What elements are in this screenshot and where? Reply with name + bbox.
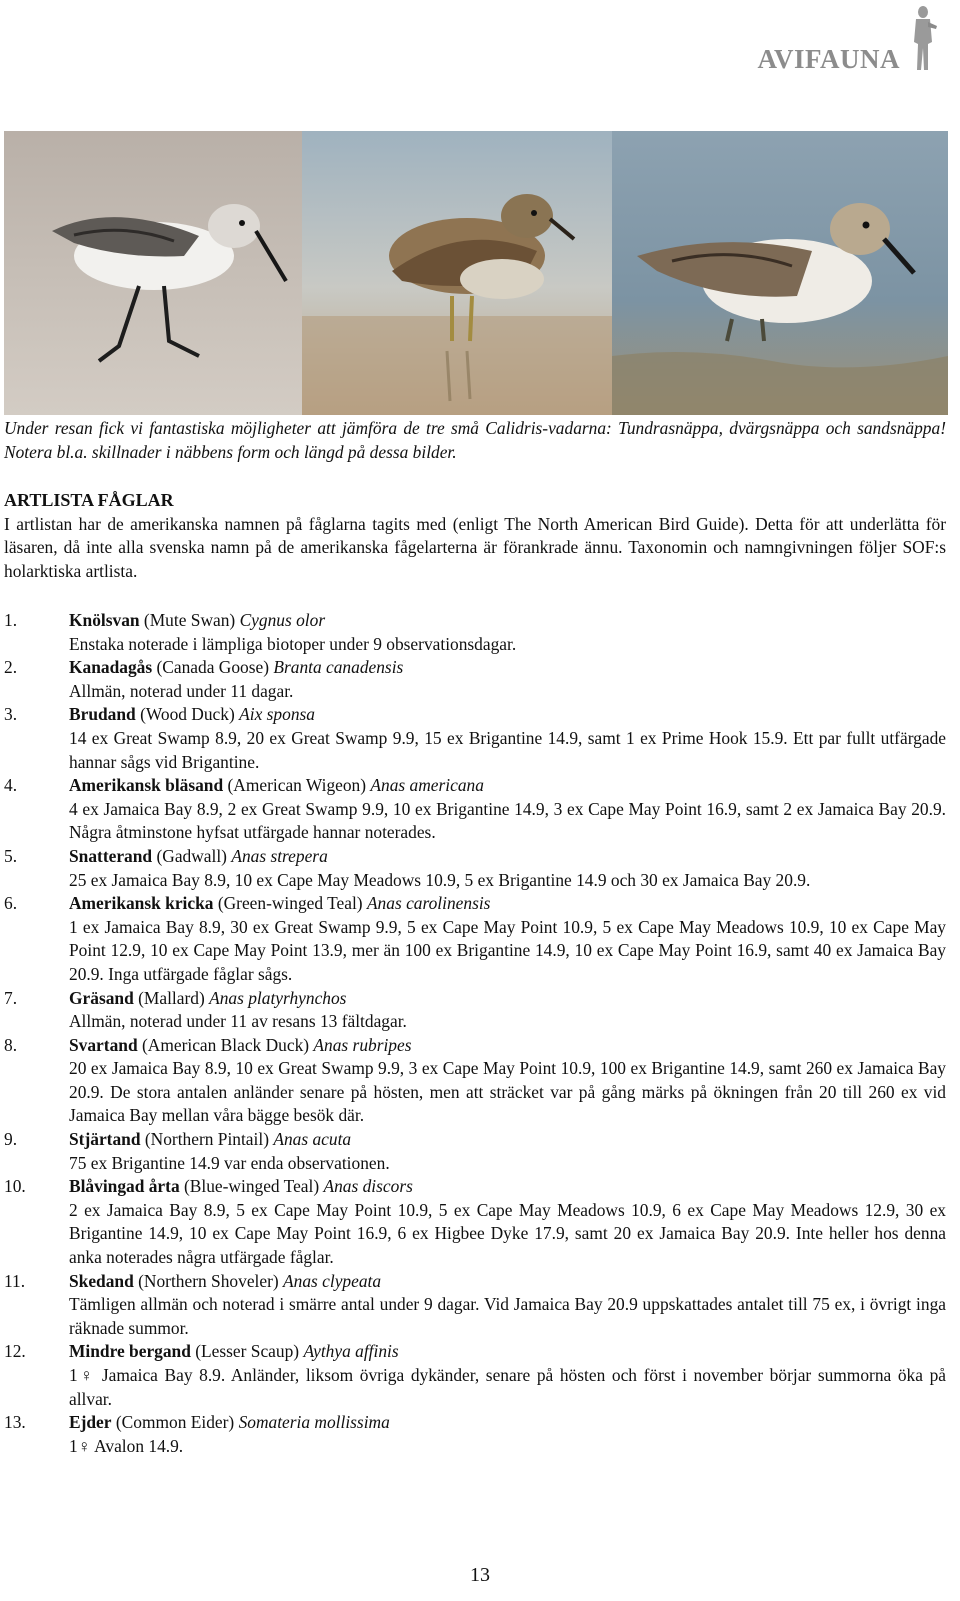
species-entry [4,892,946,986]
species-heading [69,1270,946,1294]
species-entry [4,1175,946,1269]
english-name: (Common Eider) [115,1412,235,1433]
species-heading [69,892,946,916]
english-name: (Green-winged Teal) [217,893,363,914]
species-entry [4,1270,946,1341]
observation-text: 1♀ Jamaica Bay 8.9. Anländer, liksom övriga dykänder, senare på hösten och först i november börjar summorna öka på allvar. [69,1365,946,1409]
scientific-name: Anas acuta [273,1129,352,1150]
english-name: (Canada Goose) [156,657,269,678]
species-heading [69,1411,946,1435]
observation-text: Enstaka noterade i lämpliga biotoper under 9 observationsdagar. [69,633,517,654]
swedish-name: Knölsvan [69,610,140,630]
species-number: 11. [4,1270,26,1291]
species-body [69,1411,946,1458]
observation-text: 1 ex Jamaica Bay 8.9, 30 ex Great Swamp 9.9, 5 ex Cape May Point 10.9, 5 ex Cape May Meadows 10.9, 10 ex Cape May Point 12.9, 10 ex Cape May Point 13.9, mer än 100 ex Brigantine 14.9, 10 ex Cape May Point 16.9, samt 40 ex Jamaica Bay 20.9. Inga utfärgade fåglar sågs. [69,916,946,984]
species-list [4,609,946,1458]
species-entry [4,1034,946,1128]
scientific-name: Anas discors [323,1176,413,1197]
english-name: (Mute Swan) [143,610,236,630]
observation-text: Tämligen allmän och noterad i smärre antal under 9 dagar. Vid Jamaica Bay 20.9 uppskattades antalet till 75 ex, i övrigt inga räknade summor. [69,1294,946,1338]
species-number: 4. [4,775,18,796]
species-body [69,987,946,1034]
swedish-name: Stjärtand [69,1129,141,1150]
observation-text: Allmän, noterad under 11 av resans 13 fältdagar. [69,1011,407,1032]
species-number: 9. [4,1129,18,1150]
scientific-name: Anas platyrhynchos [209,987,347,1008]
swedish-name: Blåvingad årta [69,1176,180,1197]
scientific-name: Aythya affinis [303,1341,399,1362]
scientific-name: Branta canadensis [273,657,404,678]
species-heading [69,703,946,727]
page-number: 13 [470,1564,490,1586]
section-intro: I artlistan har de amerikanska namnen på fåglarna tagits med (enligt The North American Bird Guide). Detta för att underlätta för läsaren, då inte alla svenska namn på de amerikanska fågelarterna är förankrade ännu. Taxonomin och namngivningen följer SOF:s holarktiska artlista. [4,513,946,581]
english-name: (Blue-winged Teal) [184,1176,320,1197]
species-number: 12. [4,1341,26,1362]
scientific-name: Cygnus olor [239,610,326,630]
species-entry [4,774,946,845]
species-entry [4,1128,946,1175]
species-body [69,656,946,703]
species-body [69,1340,946,1411]
english-name: (American Wigeon) [227,775,367,796]
english-name: (Lesser Scaup) [195,1341,300,1362]
species-heading [69,987,946,1011]
species-number: 3. [4,704,18,725]
english-name: (American Black Duck) [141,1034,310,1055]
scientific-name: Aix sponsa [239,704,315,725]
observation-text: Allmän, noterad under 11 dagar. [69,680,294,701]
birdwatcher-silhouette-icon [908,4,938,74]
swedish-name: Skedand [69,1270,134,1291]
scientific-name: Anas carolinensis [366,893,491,914]
species-entry [4,609,946,656]
scientific-name: Anas clypeata [283,1270,382,1291]
species-body [69,774,946,845]
english-name: (Wood Duck) [140,704,235,725]
avifauna-logo [757,4,942,76]
swedish-name: Mindre bergand [69,1341,191,1362]
species-entry [4,703,946,774]
photo-caption: Under resan fick vi fantastiska möjligheter att jämföra de tre små Calidris-vadarna: Tundrasnäppa, dvärgsnäppa och sandsnäppa! Notera bl.a. skillnader i näbbens form och längd på dessa bilder. [4,418,946,462]
species-heading [69,845,946,869]
species-entry [4,987,946,1034]
species-number: 8. [4,1034,18,1055]
species-heading [69,1034,946,1058]
swedish-name: Brudand [69,704,136,725]
species-number: 10. [4,1176,26,1197]
species-entry [4,845,946,892]
swedish-name: Gräsand [69,987,134,1008]
species-heading [69,1175,946,1199]
species-body [69,892,946,986]
species-heading [69,609,946,633]
species-body [69,609,946,656]
logo-text: AVIFAUNA [757,44,900,74]
swedish-name: Ejder [69,1412,112,1433]
english-name: (Mallard) [138,987,205,1008]
species-heading [69,1128,946,1152]
species-entry [4,1411,946,1458]
swedish-name: Amerikansk bläsand [69,775,224,796]
species-entry [4,656,946,703]
scientific-name: Anas americana [370,775,484,796]
species-heading [69,1340,946,1364]
swedish-name: Svartand [69,1034,138,1055]
species-number: 5. [4,845,18,866]
section-title: ARTLISTA FÅGLAR [4,490,174,510]
swedish-name: Snatterand [69,845,153,866]
observation-text: 20 ex Jamaica Bay 8.9, 10 ex Great Swamp 9.9, 3 ex Cape May Point 10.9, 100 ex Brigantine 14.9, samt 260 ex Jamaica Bay 20.9. De stora antalen anländer senare på hösten, men att sträcket var på gång märks på ökningen från 20 till 260 ex vid Jamaica Bay mellan våra bägge besök där. [69,1058,946,1126]
observation-text: 2 ex Jamaica Bay 8.9, 5 ex Cape May Point 10.9, 5 ex Cape May Meadows 10.9, 6 ex Cape May Meadows 12.9, 30 ex Brigantine 14.9, 10 ex Cape May Point 16.9, 6 ex Higbee Dyke 17.9, samt 20 ex Jamaica Bay 20.9. Inte heller hos denna anka noterades några utfärgade fåglar. [69,1199,946,1268]
species-number: 6. [4,893,18,914]
species-number: 7. [4,987,18,1008]
species-body [69,703,946,774]
english-name: (Gadwall) [156,845,227,866]
swedish-name: Amerikansk kricka [69,893,214,914]
scientific-name: Anas rubripes [313,1034,412,1055]
species-body [69,1034,946,1128]
species-list-section [4,489,946,583]
observation-text: 1♀ Avalon 14.9. [69,1435,184,1456]
species-body [69,1128,946,1175]
species-body [69,1270,946,1341]
scientific-name: Somateria mollissima [238,1412,390,1433]
observation-text: 4 ex Jamaica Bay 8.9, 2 ex Great Swamp 9.9, 10 ex Brigantine 14.9, 3 ex Cape May Point 16.9, samt 2 ex Jamaica Bay 20.9. Några åtminstone hyfsat utfärgade hannar noterades. [69,798,946,843]
bird-photo-strip [4,131,948,415]
species-entry [4,1340,946,1411]
species-body [69,845,946,892]
swedish-name: Kanadagås [69,657,153,678]
species-number: 13. [4,1412,26,1433]
species-number: 1. [4,610,18,630]
species-number: 2. [4,657,18,678]
photo-western-sandpiper [4,131,302,415]
observation-text: 75 ex Brigantine 14.9 var enda observationen. [69,1152,390,1173]
observation-text: 25 ex Jamaica Bay 8.9, 10 ex Cape May Meadows 10.9, 5 ex Brigantine 14.9 och 30 ex Jamaica Bay 20.9. [69,869,811,890]
english-name: (Northern Shoveler) [138,1270,279,1291]
photo-semipalmated-sandpiper [612,131,948,415]
english-name: (Northern Pintail) [144,1129,269,1150]
scientific-name: Anas strepera [231,845,328,866]
photo-least-sandpiper [302,131,612,415]
species-heading [69,656,946,680]
observation-text: 14 ex Great Swamp 8.9, 20 ex Great Swamp 9.9, 15 ex Brigantine 14.9, samt 1 ex Prime Hook 15.9. Ett par fullt utfärgade hannar sågs vid Brigantine. [69,727,946,772]
species-heading [69,774,946,798]
species-body [69,1175,946,1269]
